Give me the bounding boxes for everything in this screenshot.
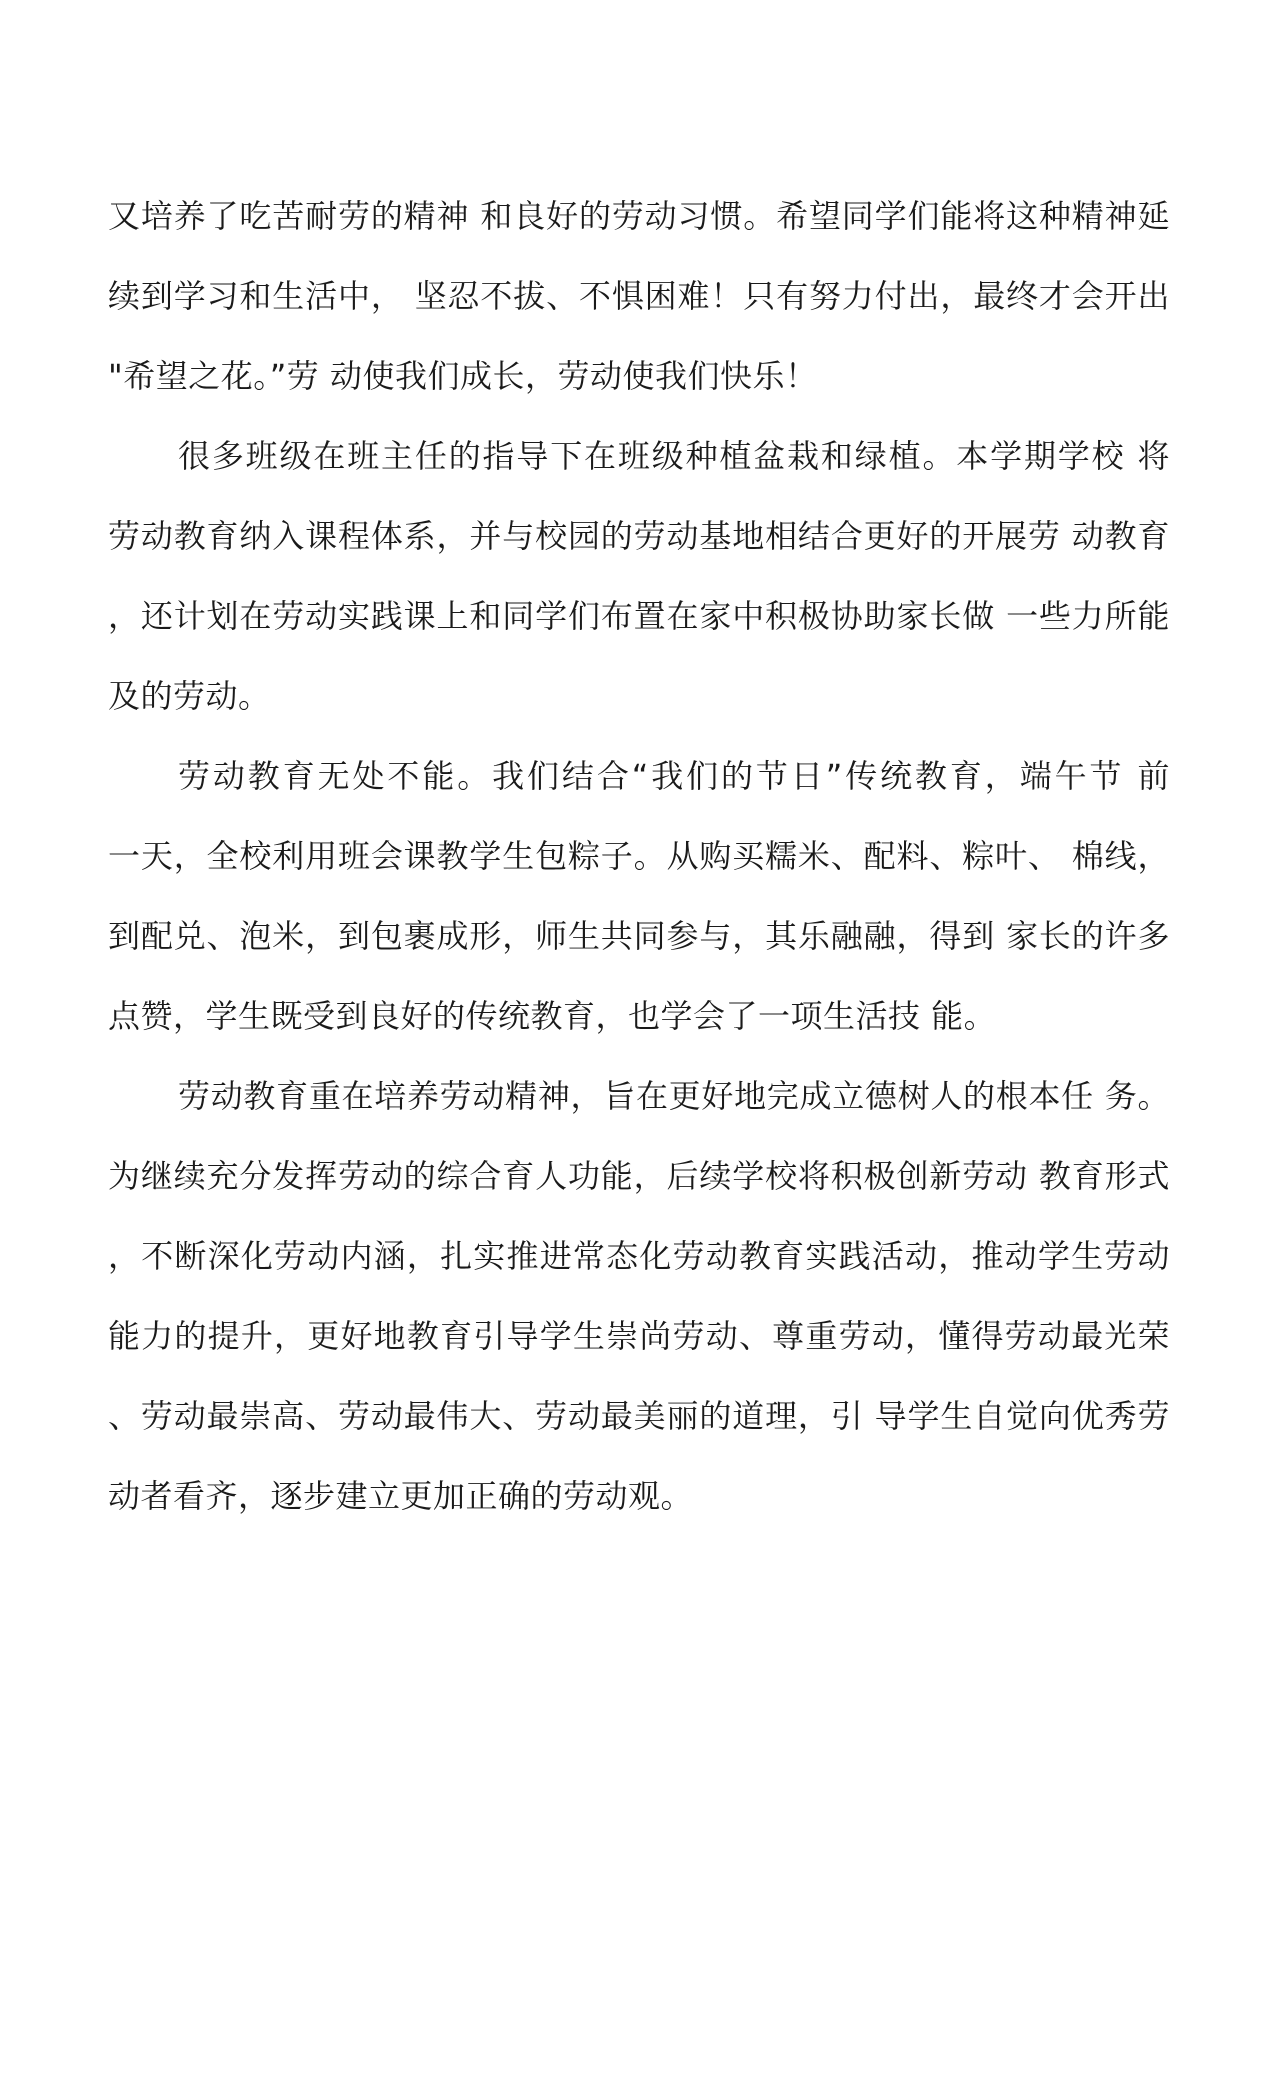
text-line: 很多班级在班主任的指导下在班级种植盆栽和绿植。本学期学校 将 — [178, 437, 1170, 475]
text-line: 到配兑、泡米，到包裹成形，师生共同参与，其乐融融，得到 家长的许多 — [108, 917, 1170, 955]
text-line: 及的劳动。 — [108, 677, 271, 715]
text-line: 续到学习和生活中， 坚忍不拔、不惧困难！只有努力付出，最终才会开出 — [108, 277, 1170, 315]
paragraph-3 — [108, 746, 1170, 1066]
text-line: 劳动教育无处不能。我们结合“我们的节日”传统教育，端午节 前 — [178, 757, 1170, 795]
text-line: 劳动教育重在培养劳动精神，旨在更好地完成立德树人的根本任 务。 — [178, 1077, 1170, 1115]
text-line: 为继续充分发挥劳动的综合育人功能，后续学校将积极创新劳动 教育形式 — [108, 1157, 1170, 1195]
text-line: "希望之花。”劳 动使我们成长，劳动使我们快乐！ — [108, 357, 818, 395]
text-line: ，不断深化劳动内涵，扎实推进常态化劳动教育实践活动，推动学生劳动 — [108, 1237, 1170, 1275]
text-line: 动者看齐，逐步建立更加正确的劳动观。 — [108, 1477, 694, 1515]
text-line: 一天，全校利用班会课教学生包粽子。从购买糯米、配料、粽叶、 棉线， — [108, 837, 1170, 875]
paragraph-1 — [108, 186, 1170, 426]
paragraph-4 — [108, 1066, 1170, 1546]
paragraph-2 — [108, 426, 1170, 746]
text-line: 点赞，学生既受到良好的传统教育，也学会了一项生活技 能。 — [108, 997, 997, 1035]
text-line: 、劳动最崇高、劳动最伟大、劳动最美丽的道理，引 导学生自觉向优秀劳 — [108, 1397, 1170, 1435]
text-line: 劳动教育纳入课程体系，并与校园的劳动基地相结合更好的开展劳 动教育 — [108, 517, 1170, 555]
text-line: ，还计划在劳动实践课上和同学们布置在家中积极协助家长做 一些力所能 — [108, 597, 1170, 635]
text-line: 又培养了吃苦耐劳的精神 和良好的劳动习惯。希望同学们能将这种精神延 — [108, 197, 1170, 235]
text-line: 能力的提升，更好地教育引导学生崇尚劳动、尊重劳动，懂得劳动最光荣 — [108, 1317, 1170, 1355]
document-body — [108, 186, 1170, 1546]
